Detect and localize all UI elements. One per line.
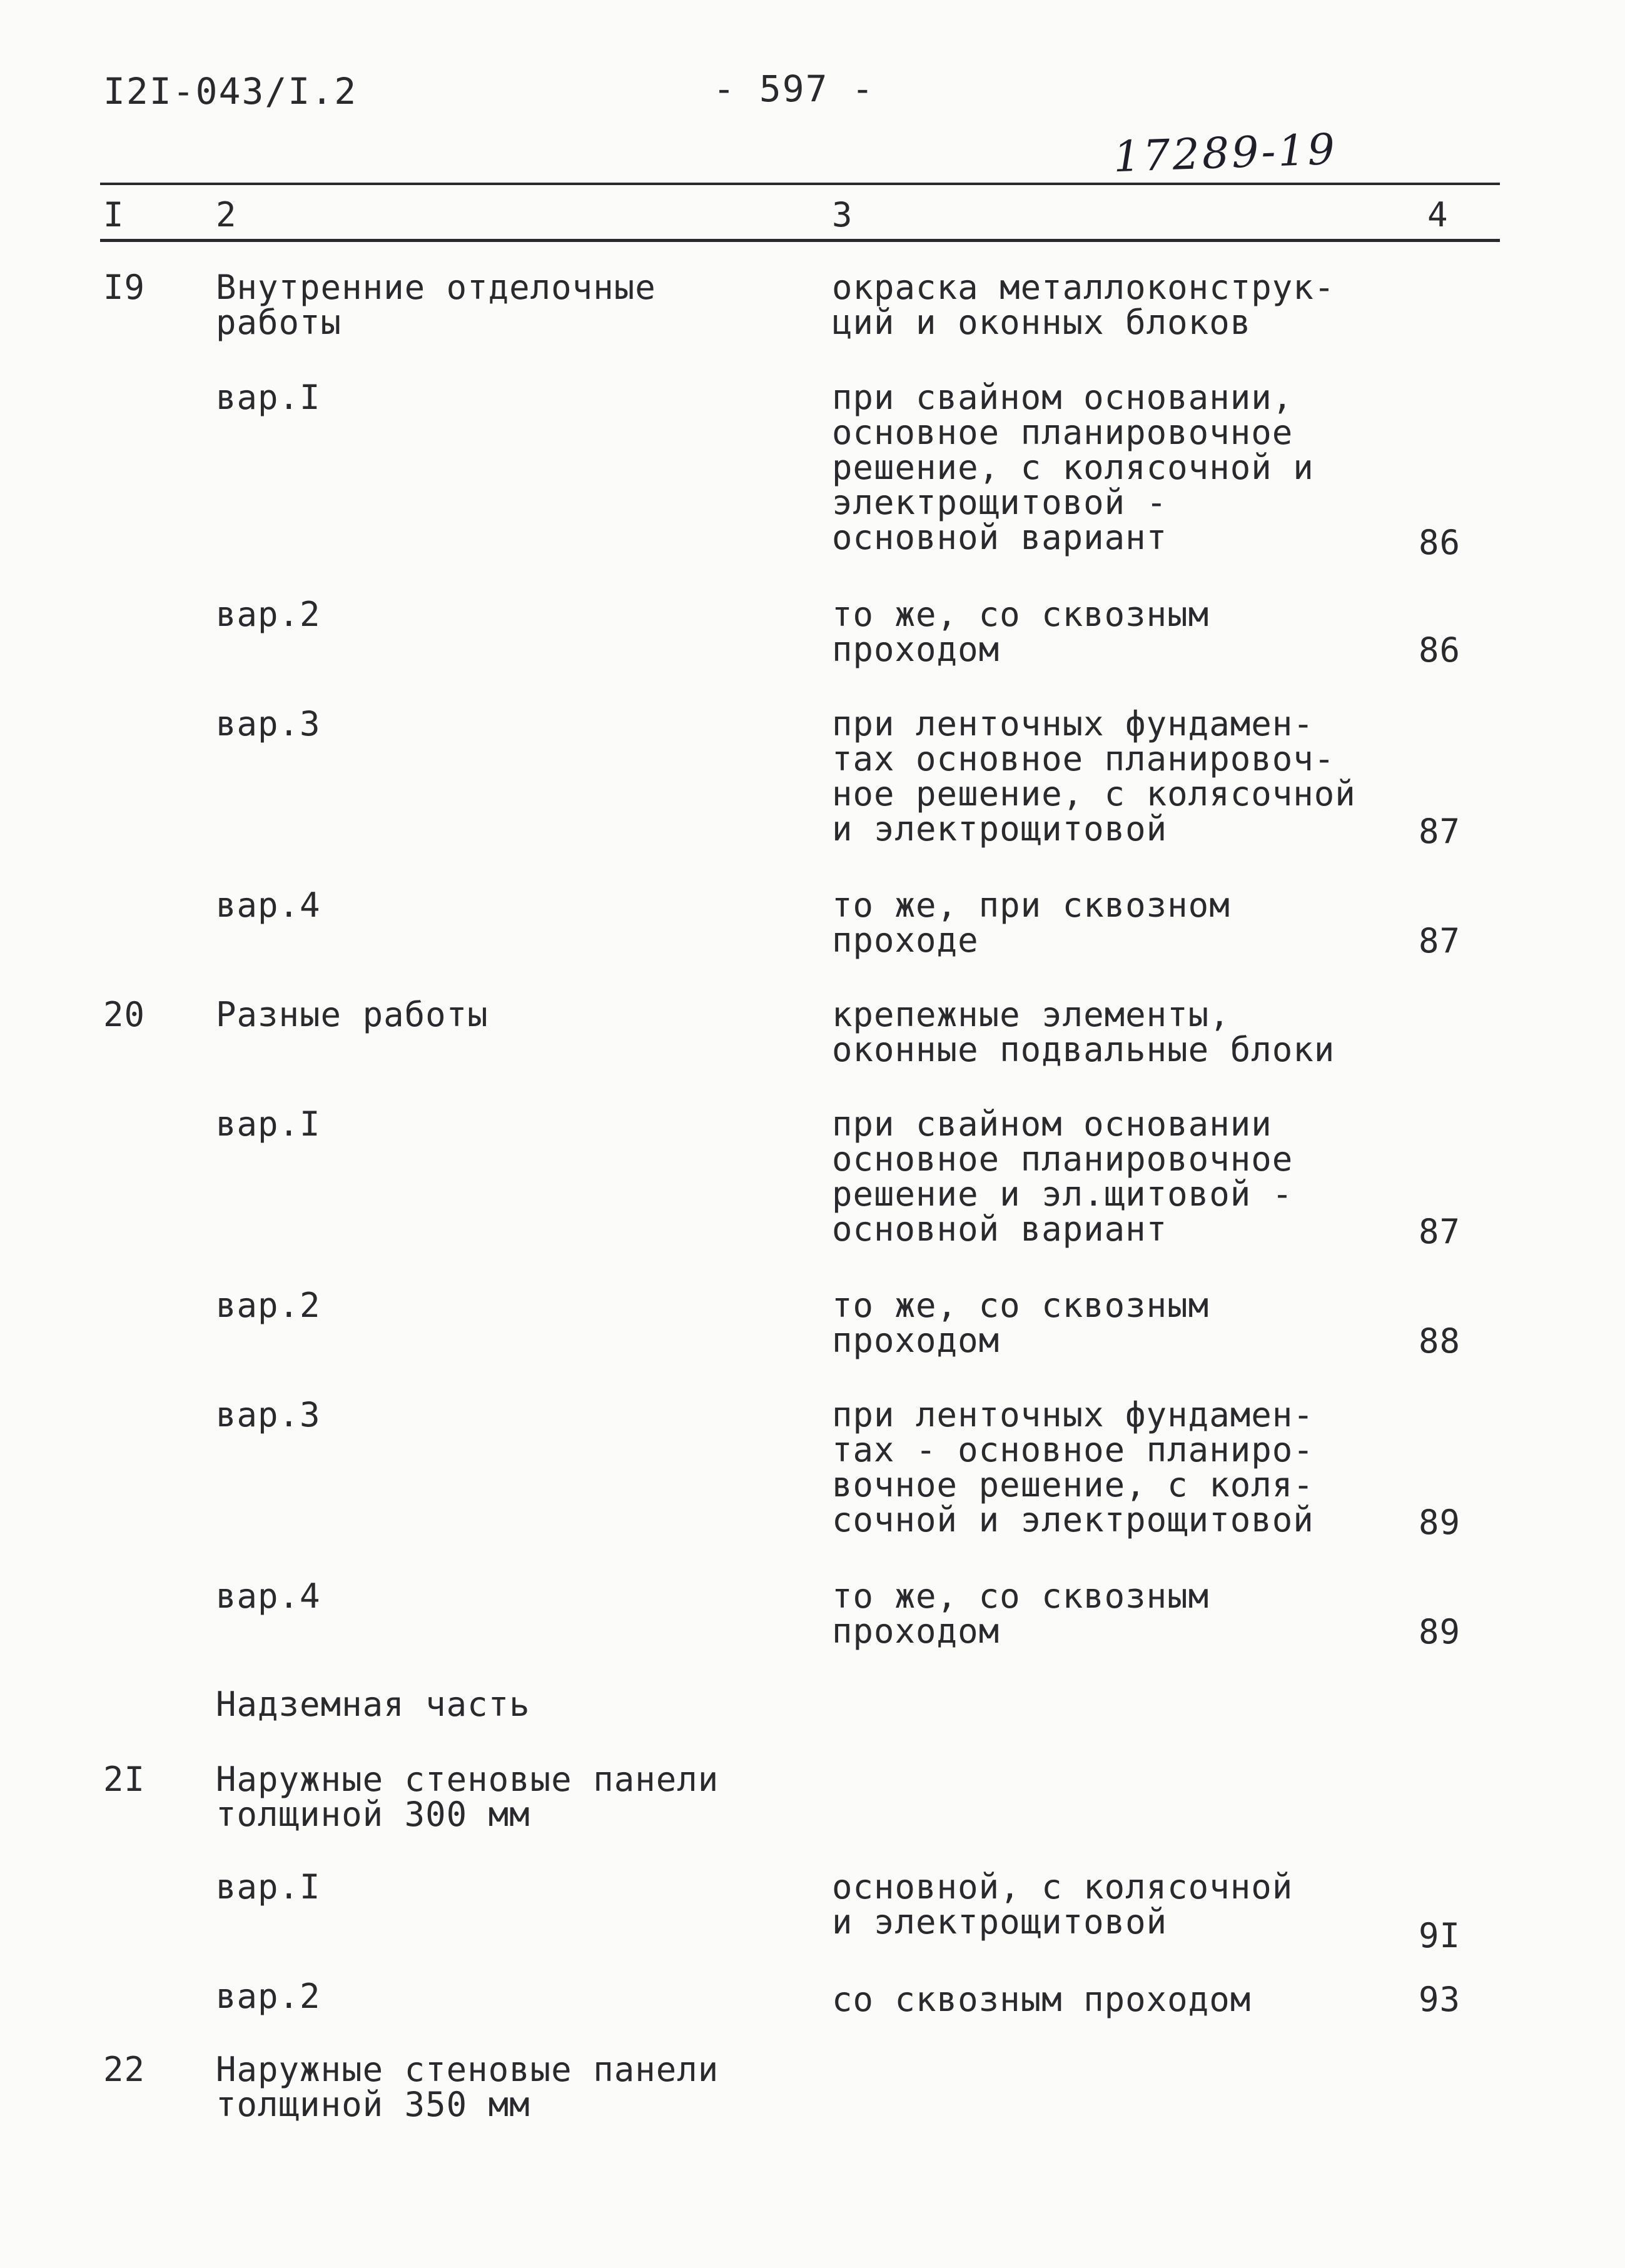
- page-reference: 88: [1419, 1321, 1461, 1361]
- variant-label: вар.3: [216, 704, 321, 743]
- page-reference: 87: [1419, 812, 1461, 851]
- variant-label: вар.2: [216, 1977, 321, 2016]
- variant-label: вар.I: [216, 378, 321, 417]
- page-reference: 87: [1419, 1212, 1461, 1251]
- row-description: при свайном основании основное планировочное решение и эл.щитовой - основной вариант: [832, 1104, 1293, 1249]
- column-header-3: 3: [832, 195, 853, 234]
- page-reference: 86: [1419, 523, 1461, 562]
- variant-label: вар.2: [216, 1286, 321, 1325]
- row-description: окраска металлоконструк- ций и оконных блоков: [832, 268, 1335, 342]
- row-description: при ленточных фундамен- тах - основное планиро- вочное решение, с коля- сочной и электрощитовой: [832, 1395, 1314, 1540]
- row-description: основной, с колясочной и электрощитовой: [832, 1867, 1293, 1942]
- row-title: Разные работы: [216, 995, 489, 1034]
- table-header-rule: [100, 239, 1500, 242]
- row-description: со сквозным проходом: [832, 1980, 1252, 2019]
- row-description: то же, при сквозном проходе: [832, 885, 1230, 960]
- row-description: при свайном основании, основное планировочное решение, с колясочной и электрощитовой - основной вариант: [832, 378, 1314, 557]
- page-reference: 87: [1419, 921, 1461, 960]
- page-reference: 9I: [1419, 1916, 1461, 1955]
- page-number: - 597 -: [713, 68, 875, 110]
- row-number: 2I: [103, 1760, 146, 1799]
- row-number: 22: [103, 2050, 146, 2089]
- column-header-1: I: [103, 195, 124, 234]
- variant-label: вар.2: [216, 595, 321, 634]
- variant-label: вар.4: [216, 885, 321, 925]
- page-reference: 93: [1419, 1980, 1461, 2019]
- column-header-4: 4: [1427, 195, 1448, 234]
- section-heading: Надземная часть: [216, 1685, 530, 1724]
- document-code: I2I-043/I.2: [103, 70, 358, 113]
- page-reference: 86: [1419, 630, 1461, 670]
- page-reference: 89: [1419, 1503, 1461, 1542]
- variant-label: вар.I: [216, 1867, 321, 1907]
- row-title: Наружные стеновые панели толщиной 300 мм: [216, 1760, 719, 1834]
- row-description: то же, со сквозным проходом: [832, 595, 1210, 669]
- variant-label: вар.3: [216, 1395, 321, 1434]
- table-top-rule: [100, 183, 1500, 185]
- row-description: то же, со сквозным проходом: [832, 1286, 1210, 1360]
- variant-label: вар.I: [216, 1104, 321, 1144]
- row-description: то же, со сквозным проходом: [832, 1576, 1210, 1651]
- row-title: Внутренние отделочные работы: [216, 268, 656, 342]
- row-number: 20: [103, 995, 146, 1034]
- row-title: Наружные стеновые панели толщиной 350 мм: [216, 2050, 719, 2124]
- variant-label: вар.4: [216, 1576, 321, 1616]
- page-reference: 89: [1419, 1612, 1461, 1651]
- row-description: крепежные элементы, оконные подвальные блоки: [832, 995, 1335, 1069]
- handwritten-note: 17289-19: [1112, 124, 1339, 183]
- row-description: при ленточных фундамен- тах основное планировоч- ное решение, с колясочной и электрощитовой: [832, 704, 1356, 849]
- row-number: I9: [103, 268, 146, 307]
- column-header-2: 2: [216, 195, 236, 234]
